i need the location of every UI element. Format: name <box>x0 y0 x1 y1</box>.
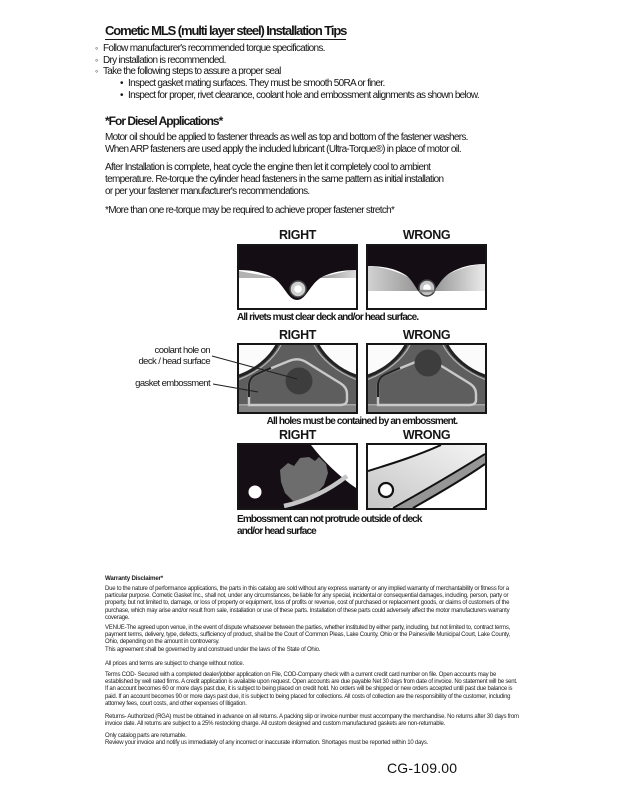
list-item <box>95 66 479 78</box>
page-title <box>105 22 346 40</box>
page-number: CG-109.00 <box>387 760 458 776</box>
warranty-heading: Warranty Disclaimer* <box>105 575 164 582</box>
hollow-bullet-icon: ◦ <box>95 43 99 53</box>
list-item <box>120 78 479 90</box>
row3-right-label: RIGHT <box>279 428 316 442</box>
diagram-row3-right <box>237 443 358 510</box>
protrusion-wrong-diagram <box>368 445 485 508</box>
diagram-row1-wrong <box>366 244 487 310</box>
row2-wrong-label: WRONG <box>402 328 451 342</box>
row3-caption <box>237 514 422 537</box>
warranty-disclaimer: Due to the nature of performance applications, the parts in this catalog are sold without any express warranty or any implied warranty of merchantability or fitness for a particular purpose. Cometic Gasket Inc., shall not, under any circumstances, be liable for any special, incidental or consequential damages, including, person, party or property, but not limited to, damage, or loss of property or equipment, loss of profits or revenue, cost of purchased or replacement goods, or claims of customers of the purchase, which may arise and/or result from sale, installation or use of these parts. Installation of these parts could adversely affect the motor manufacturers warranty coverage. <box>105 586 510 621</box>
diesel-heading: *For Diesel Applications* <box>105 114 223 128</box>
row2-caption: All holes must be contained by an embossment. <box>266 416 458 427</box>
caption-line: and/or head surface <box>237 525 316 537</box>
row1-caption: All rivets must clear deck and/or head surface. <box>237 312 419 323</box>
warranty-governed: This agreement shall be governed by and construed under the laws of the State of Ohio. <box>105 647 321 653</box>
hollow-bullet-icon: ◦ <box>95 66 99 77</box>
warranty-terms: Terms COD- Secured with a completed dealer/jobber application on File, COD-Company check with a current credit card number on file. Open accounts may be established by well rated firms. A credit application is available upon request. Open accounts are due payable Net 30 days from date of invoice. No statement will be sent. If an account becomes 60 or more days past due, it is subject to being placed on credit hold. No orders will be shipped or new orders accepted until past due balance is paid. If an account becomes 90 or more days past due, it is subject to being placed for collections. All costs of collection are the responsibility of the customer, including attorney fees, court costs, and other expenses of litigation. <box>105 672 518 707</box>
embossment-wrong-diagram <box>368 345 485 412</box>
row3-wrong-label: WRONG <box>402 428 451 442</box>
paragraph-line: temperature. Re-torque the cylinder head fasteners in the same pattern as initial installation <box>105 173 444 185</box>
label-line: coolant hole on <box>154 345 210 356</box>
retorque-note: *More than one re-torque may be required to achieve proper fastener stretch* <box>105 205 395 216</box>
list-item <box>120 90 479 102</box>
paragraph-line: or per your fastener manufacturer's recommendations. <box>105 185 310 197</box>
protrusion-right-diagram <box>239 445 356 508</box>
list-item-text: Inspect for proper, rivet clearance, coolant hole and embossment alignments as shown below. <box>128 89 479 101</box>
row2-right-label: RIGHT <box>279 328 316 342</box>
row1-right-label: RIGHT <box>279 228 316 242</box>
list-item-text: Follow manufacturer's recommended torque specifications. <box>103 43 325 54</box>
row1-wrong-label: WRONG <box>402 228 451 242</box>
diagram-row3-wrong <box>366 443 487 510</box>
list-item-text: Take the following steps to assure a proper seal <box>103 66 281 78</box>
paragraph-line: After Installation is complete, heat cycle the engine then let it completely cool to ambient <box>105 162 431 173</box>
warranty-prices: All prices and terms are subject to change without notice. <box>105 661 244 667</box>
diesel-paragraph-2 <box>105 162 443 197</box>
caption-line: Embossment can not protrude outside of deck <box>237 514 422 525</box>
tips-list <box>95 43 479 102</box>
list-item <box>95 55 479 67</box>
warranty-review: Review your invoice and notify us immediately of any incorrect or inaccurate information. Shortages must be reported within 10 days. <box>105 740 429 746</box>
diagram-row2-right <box>237 343 358 414</box>
list-item <box>95 43 479 55</box>
paragraph-line: When ARP fasteners are used apply the included lubricant (Ultra-Torque®) in place of motor oil. <box>105 144 461 155</box>
rivet-wrong-diagram <box>368 246 485 308</box>
diagram-row1-right <box>237 244 358 310</box>
hollow-bullet-icon: ◦ <box>95 54 99 65</box>
paragraph-line: Motor oil should be applied to fastener threads as well as top and bottom of the fastener washers. <box>105 132 468 143</box>
diesel-paragraph-1 <box>105 132 468 156</box>
rivet-right-diagram <box>239 246 356 308</box>
diagram-row2-wrong <box>366 343 487 414</box>
bullet-icon: • <box>120 89 124 101</box>
coolant-hole-label <box>98 346 210 368</box>
bullet-icon: • <box>120 78 124 90</box>
warranty-only-catalog: Only catalog parts are returnable. <box>105 733 187 739</box>
list-item-text: Inspect gasket mating surfaces. They must be smooth 50RA or finer. <box>128 78 385 90</box>
embossment-right-diagram <box>239 345 356 412</box>
page-title-text: Cometic MLS (multi layer steel) Installation Tips <box>105 23 347 38</box>
warranty-venue: VENUE-The agreed upon venue, in the event of dispute whatsoever between the parties, whether instituted by either party, including, but not limited to, contract terms, payment terms, delivery, type, defects, sufficiency of product, shall be the Court of Common Pleas, Lake County, Ohio or the Painesville Municipal Court, Lake County, Ohio, depending on the amount in controversy. <box>105 625 511 646</box>
warranty-returns: Returns- Authorized (RGA) must be obtained in advance on all returns. A packing slip or invoice number must accompany the merchandise. No returns after 30 days from invoice date. All returns are subject to a 25% restocking charge. All custom designed and custom manufactured gaskets are non-returnable. <box>105 714 519 728</box>
gasket-embossment-label: gasket embossment <box>135 378 210 389</box>
list-item-text: Dry installation is recommended. <box>103 54 226 66</box>
label-line: deck / head surface <box>138 355 210 367</box>
